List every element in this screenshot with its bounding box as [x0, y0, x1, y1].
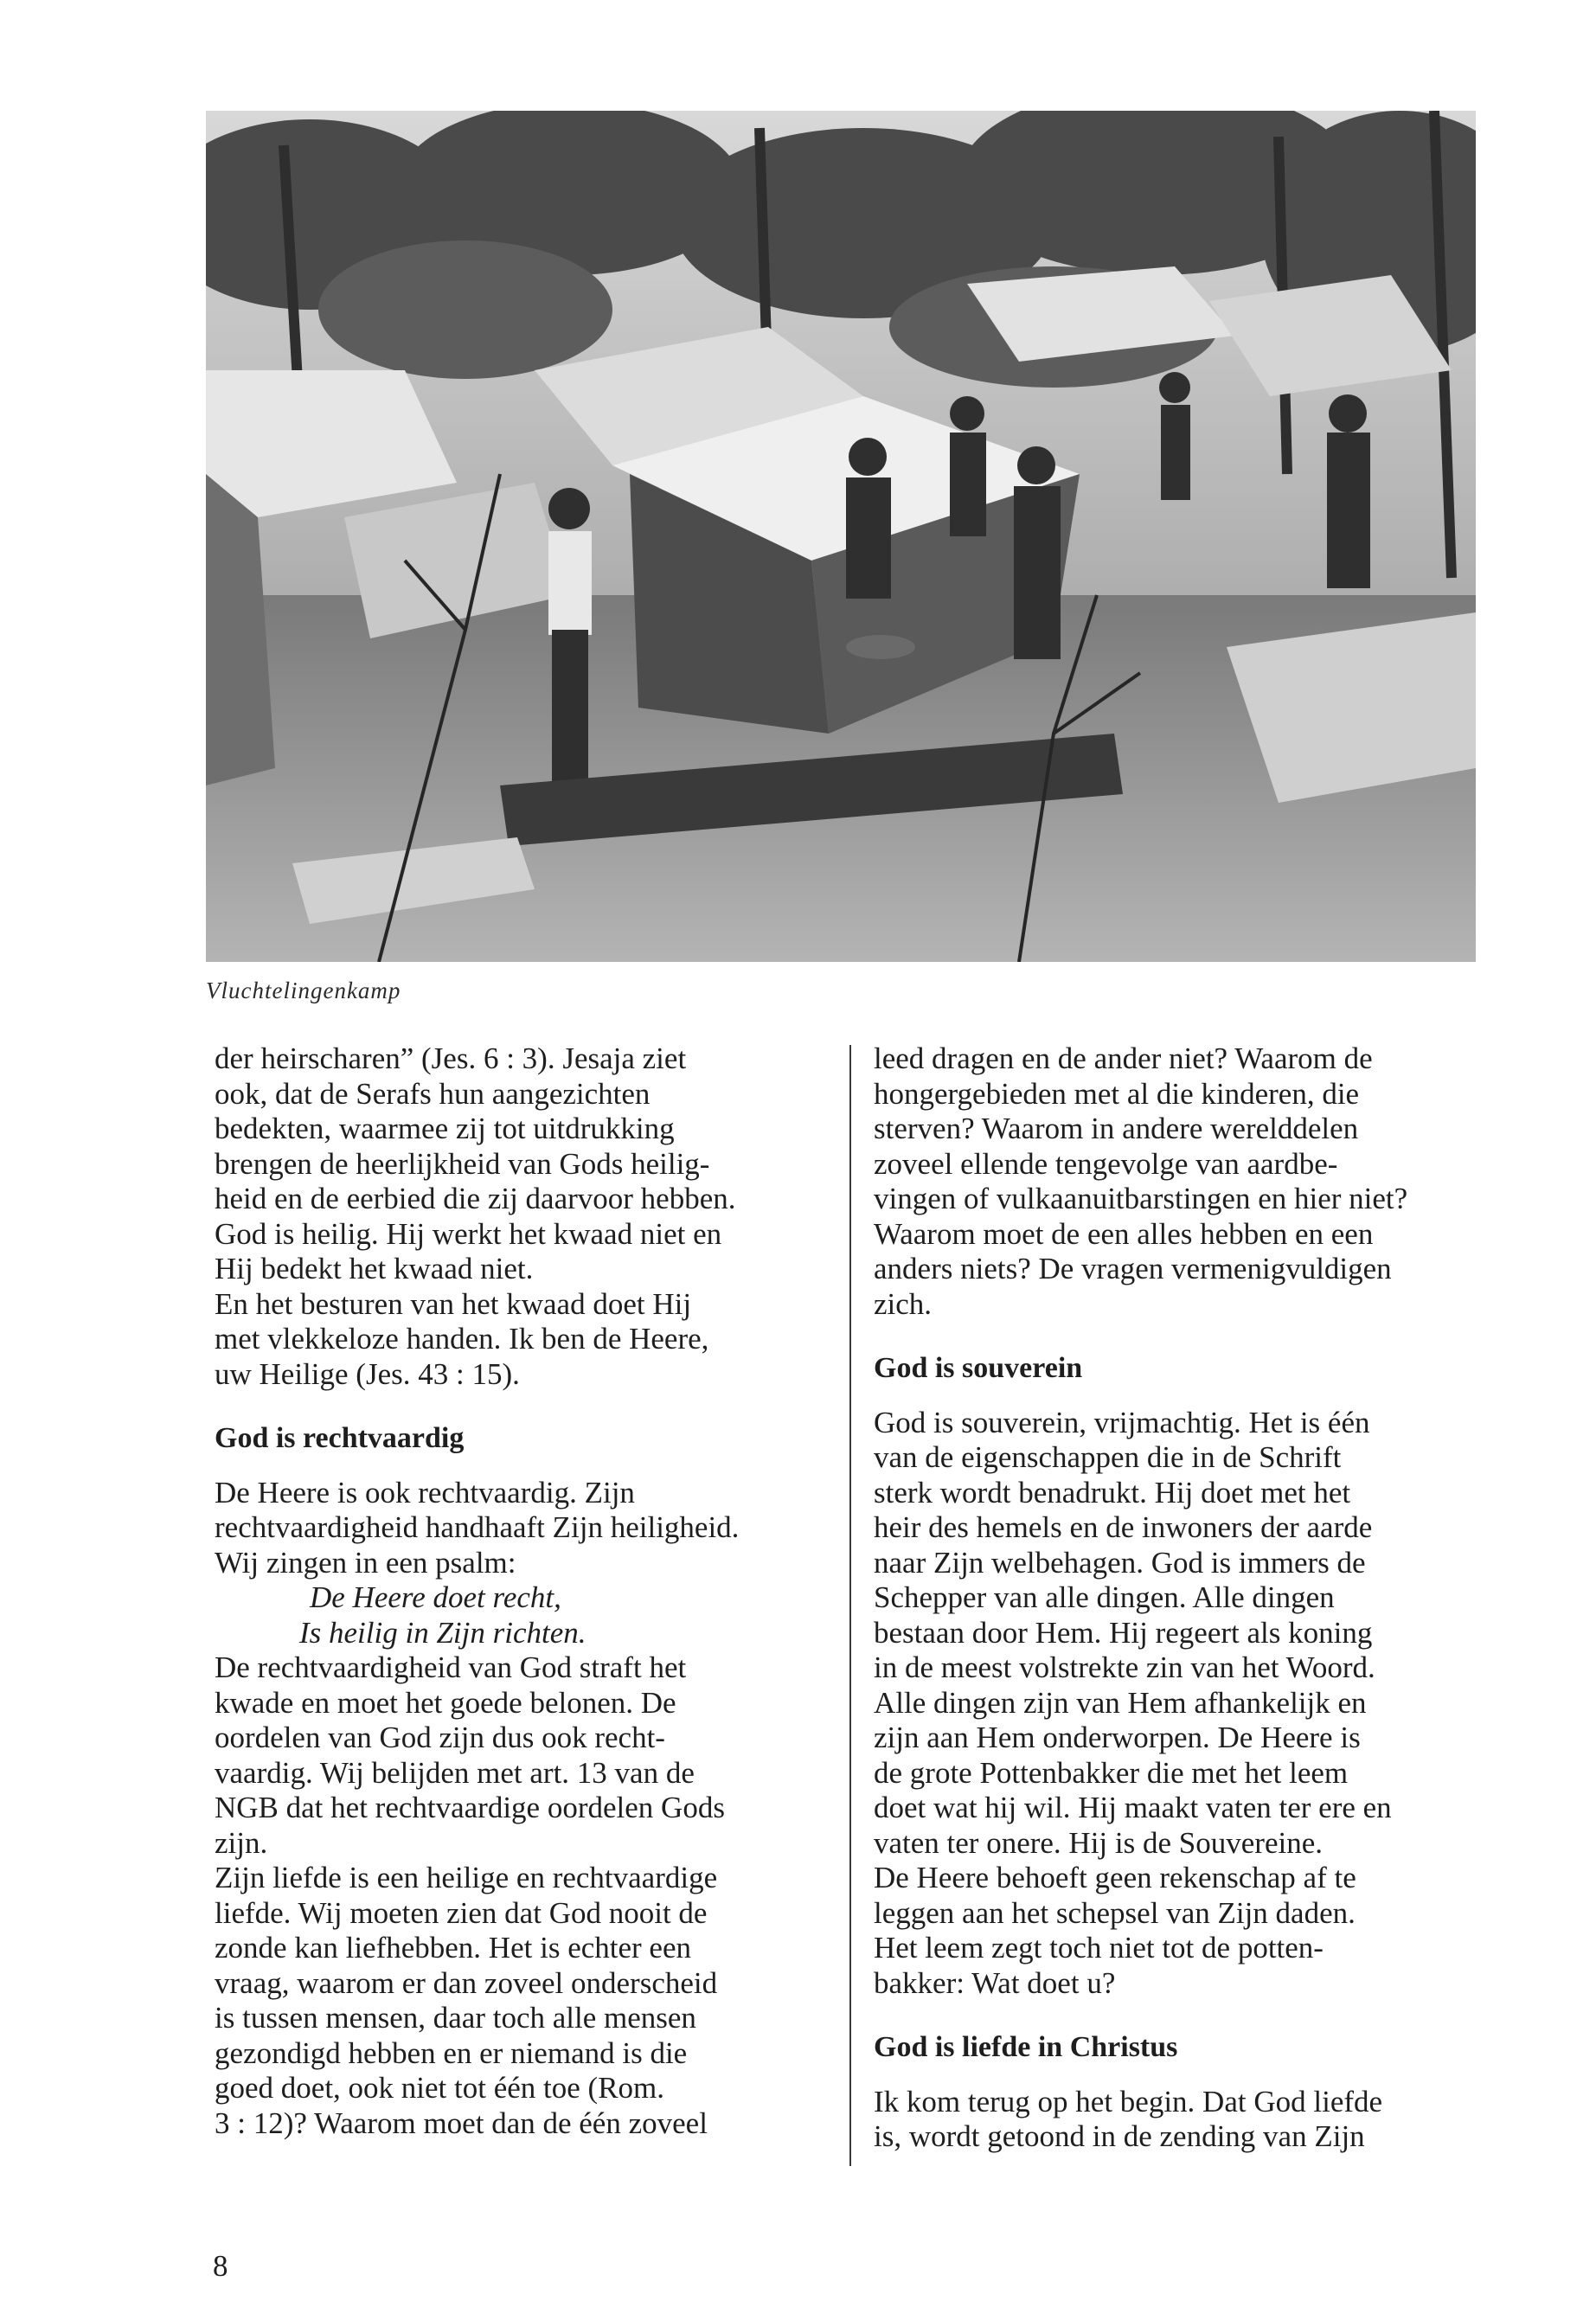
text-line: van de eigenschappen die in de Schrift [874, 1440, 1342, 1474]
text-line: gezondigd hebben en er niemand is die [215, 2035, 688, 2070]
text-line: Schepper van alle dingen. Alle dingen [874, 1580, 1335, 1614]
text-line: leggen aan het schepsel van Zijn daden. [874, 1895, 1356, 1930]
text-line: bakker: Wat doet u? [874, 1965, 1116, 2000]
right-paragraph-3 [874, 2085, 1497, 2155]
text-line: ook, dat de Serafs hun aangezichten [215, 1076, 651, 1111]
text-line: is, wordt getoond in de zending van Zijn [874, 2119, 1365, 2153]
left-column [215, 1042, 837, 2141]
column-divider [849, 1045, 851, 2166]
text-line: in de meest volstrekte zin van het Woord. [874, 1650, 1375, 1684]
text-line: De Heere is ook rechtvaardig. Zijn [215, 1475, 635, 1509]
text-line: vaardig. Wij belijden met art. 13 van de [215, 1755, 695, 1790]
spacer [215, 1392, 837, 1421]
text-line: 3 : 12)? Waarom moet dan de één zoveel [215, 2106, 708, 2140]
text-line: Alle dingen zijn van Hem afhankelijk en [874, 1685, 1367, 1720]
left-paragraph-3 [215, 1650, 837, 2141]
text-line: zoveel ellende tengevolge van aardbe- [874, 1146, 1338, 1181]
spacer [874, 1322, 1497, 1351]
left-paragraph-2 [215, 1476, 837, 1581]
text-line: zijn aan Hem onderworpen. De Heere is [874, 1721, 1361, 1754]
text-line: vaten ter onere. Hij is de Souvereine. [874, 1825, 1323, 1860]
text-line: God is souverein, vrijmachtig. Het is één [874, 1405, 1370, 1439]
photo-illustration [206, 111, 1476, 962]
text-line: heir des hemels en de inwoners der aarde [874, 1510, 1373, 1544]
text-line: bedekten, waarmee zij tot uitdrukking [215, 1112, 675, 1145]
text-line: Wij zingen in een psalm: [215, 1545, 516, 1580]
poem-line: Is heilig in Zijn richten. [299, 1615, 586, 1650]
right-paragraph-2 [874, 1406, 1497, 2002]
text-line: NGB dat het rechtvaardige oordelen Gods [215, 1791, 725, 1824]
text-line: is tussen mensen, daar toch alle mensen [215, 2001, 696, 2035]
left-paragraph-1 [215, 1042, 837, 1392]
right-column [874, 1042, 1497, 2155]
photo-caption: Vluchtelingenkamp [206, 977, 401, 1003]
text-line: rechtvaardigheid handhaaft Zijn heiligheid. [215, 1510, 740, 1544]
text-line: heid en de eerbied die zij daarvoor hebben. [215, 1182, 736, 1215]
text-line: Zijn liefde is een heilige en rechtvaardige [215, 1861, 718, 1894]
section-heading-rechtvaardig: God is rechtvaardig [215, 1422, 465, 1454]
right-paragraph-1 [874, 1042, 1497, 1322]
poem-line: De Heere doet recht, [310, 1580, 561, 1614]
text-line: anders niets? De vragen vermenigvuldigen [874, 1252, 1392, 1285]
text-line: sterk wordt benadrukt. Hij doet met het [874, 1475, 1351, 1509]
text-line: Hij bedekt het kwaad niet. [215, 1252, 534, 1285]
text-line: der heirscharen” (Jes. 6 : 3). Jesaja ziet [215, 1042, 687, 1075]
text-line: vraag, waarom er dan zoveel onderscheid [215, 1965, 718, 2000]
text-line: Waarom moet de een alles hebben en een [874, 1216, 1374, 1251]
text-line: met vlekkeloze handen. Ik ben de Heere, [215, 1322, 709, 1356]
text-line: Het leem zegt toch niet tot de potten- [874, 1931, 1324, 1965]
spacer [874, 2066, 1497, 2085]
spacer [215, 1457, 837, 1476]
spacer [874, 1387, 1497, 1406]
text-line: sterven? Waarom in andere werelddelen [874, 1112, 1359, 1145]
text-line: zonde kan liefhebben. Het is echter een [215, 1931, 691, 1965]
text-line: zijn. [215, 1825, 268, 1860]
text-line: Ik kom terug op het begin. Dat God liefde [874, 2084, 1383, 2118]
text-line: vingen of vulkaanuitbarstingen en hier niet? [874, 1182, 1408, 1215]
spacer [874, 2001, 1497, 2030]
text-line: uw Heilige (Jes. 43 : 15). [215, 1356, 520, 1391]
section-heading-liefde: God is liefde in Christus [874, 2031, 1178, 2063]
text-line: De Heere behoeft geen rekenschap af te [874, 1861, 1356, 1894]
text-line: de grote Pottenbakker die met het leem [874, 1755, 1349, 1790]
text-line: En het besturen van het kwaad doet Hij [215, 1286, 692, 1321]
text-line: leed dragen en de ander niet? Waarom de [874, 1042, 1373, 1075]
text-line: bestaan door Hem. Hij regeert als koning [874, 1615, 1373, 1650]
text-line: brengen de heerlijkheid van Gods heilig- [215, 1146, 710, 1181]
section-heading-souverein: God is souverein [874, 1352, 1083, 1384]
text-line: zich. [874, 1286, 933, 1321]
text-line: God is heilig. Hij werkt het kwaad niet en [215, 1216, 722, 1251]
page-number: 8 [213, 2249, 228, 2283]
text-line: doet wat hij wil. Hij maakt vaten ter ere en [874, 1791, 1392, 1824]
text-line: naar Zijn welbehagen. God is immers de [874, 1545, 1366, 1580]
text-line: kwade en moet het goede belonen. De [215, 1685, 676, 1720]
text-line: oordelen van God zijn dus ook recht- [215, 1721, 665, 1754]
text-line: De rechtvaardigheid van God straft het [215, 1650, 687, 1684]
text-line: hongergebieden met al die kinderen, die [874, 1076, 1360, 1111]
text-line: goed doet, ook niet tot één toe (Rom. [215, 2071, 665, 2105]
refugee-camp-photo [206, 111, 1476, 962]
psalm-quote [215, 1580, 837, 1650]
text-line: liefde. Wij moeten zien dat God nooit de [215, 1895, 708, 1930]
